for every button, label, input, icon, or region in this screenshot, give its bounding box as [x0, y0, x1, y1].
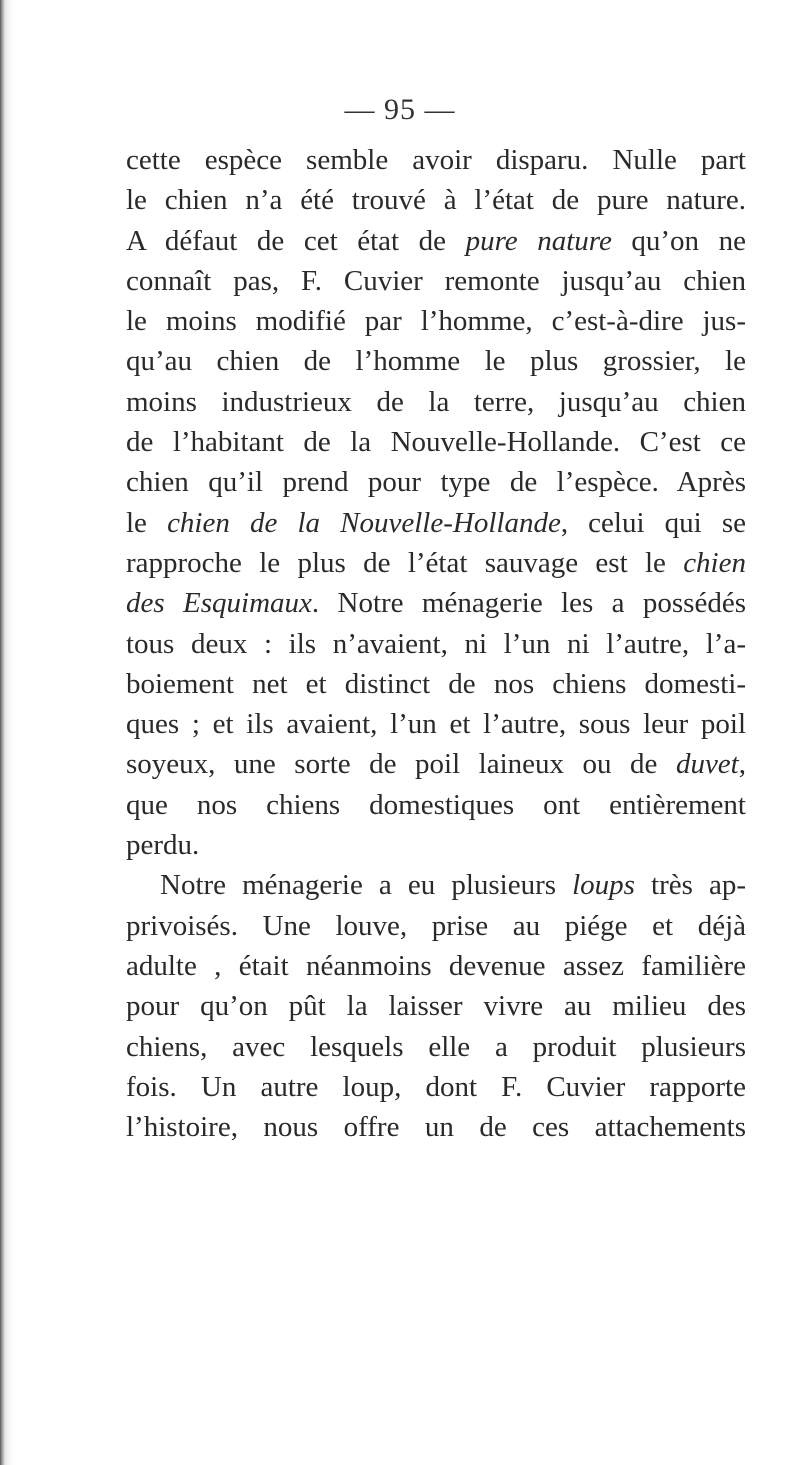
text-line	[126, 624, 746, 664]
text-line	[126, 301, 746, 341]
text-segment: de l’habitant de la Nouvelle-Hollande. C’est ce	[126, 426, 746, 459]
page-number: — 95 —	[344, 93, 456, 126]
text-line	[126, 1107, 746, 1147]
text-line	[126, 664, 746, 704]
paragraph	[126, 865, 746, 1147]
text-line	[126, 785, 746, 825]
text-segment: chien qu’il prend pour type de l’espèce. Après	[126, 466, 746, 499]
text-line	[126, 180, 746, 220]
text-segment: soyeux, une sorte de poil laineux ou de	[126, 748, 676, 781]
text-segment: qu’on ne	[611, 224, 746, 257]
paragraph	[126, 140, 746, 865]
text-segment: cette espèce semble avoir disparu. Nulle part	[126, 144, 746, 176]
text-segment: que nos chiens domestiques ont entièrement	[126, 788, 746, 821]
text-segment: le moins modifié par l’homme, c’est-à-dire jus-	[126, 305, 746, 338]
text-line	[126, 221, 746, 261]
italic-text: chien	[683, 546, 746, 579]
text-line	[126, 744, 746, 784]
body-text	[126, 140, 746, 1147]
text-line	[126, 704, 746, 744]
italic-text: des Esquimaux	[126, 587, 312, 620]
text-line	[126, 1067, 746, 1107]
text-line	[126, 1027, 746, 1067]
italic-text: chien de la Nouvelle-Hollande	[167, 506, 561, 539]
text-line	[126, 503, 746, 543]
text-segment: moins industrieux de la terre, jusqu’au chien	[126, 385, 746, 418]
text-segment: chiens, avec lesquels elle a produit plusieurs	[126, 1030, 746, 1063]
text-segment: le	[126, 506, 168, 539]
text-segment: rapproche le plus de l’état sauvage est le	[126, 546, 684, 579]
italic-text: pure nature	[465, 224, 612, 257]
text-segment: boiement net et distinct de nos chiens domesti-	[126, 667, 746, 700]
text-line	[126, 825, 746, 865]
text-segment: . Notre ménagerie les a possédés	[311, 587, 746, 620]
text-segment: pour qu’on pût la laisser vivre au milieu des	[126, 990, 746, 1023]
italic-text: loups	[572, 869, 635, 902]
text-line	[126, 906, 746, 946]
text-segment: perdu.	[126, 829, 200, 862]
text-segment: adulte , était néanmoins devenue assez familière	[126, 949, 746, 982]
italic-text: duvet	[675, 748, 739, 781]
text-segment: très ap-	[634, 869, 746, 902]
text-line	[126, 986, 746, 1026]
text-line	[126, 140, 746, 180]
text-line	[126, 946, 746, 986]
text-segment: fois. Un autre loup, dont F. Cuvier rapporte	[126, 1070, 746, 1103]
text-line	[126, 865, 746, 905]
text-line	[126, 583, 746, 623]
text-segment: qu’au chien de l’homme le plus grossier, le	[126, 345, 746, 378]
text-segment: connaît pas, F. Cuvier remonte jusqu’au chien	[126, 264, 746, 297]
text-segment: Notre ménagerie a eu plusieurs	[160, 869, 573, 902]
text-line	[126, 382, 746, 422]
text-line	[126, 261, 746, 301]
text-segment: ,	[738, 748, 746, 781]
text-segment: l’histoire, nous offre un de ces attachements	[126, 1111, 746, 1144]
page-gutter-shadow	[0, 0, 14, 1465]
text-segment: le chien n’a été trouvé à l’état de pure nature.	[126, 184, 746, 217]
text-line	[126, 462, 746, 502]
text-line	[126, 543, 746, 583]
text-segment: ques ; et ils avaient, l’un et l’autre, sous leur poil	[126, 708, 746, 741]
text-segment: , celui qui se	[560, 506, 746, 539]
text-segment: privoisés. Une louve, prise au piége et déjà	[126, 909, 746, 942]
text-line	[126, 422, 746, 462]
text-segment: A défaut de cet état de	[126, 224, 466, 257]
text-segment: tous deux : ils n’avaient, ni l’un ni l’autre, l’a-	[126, 627, 746, 660]
text-line	[126, 341, 746, 381]
